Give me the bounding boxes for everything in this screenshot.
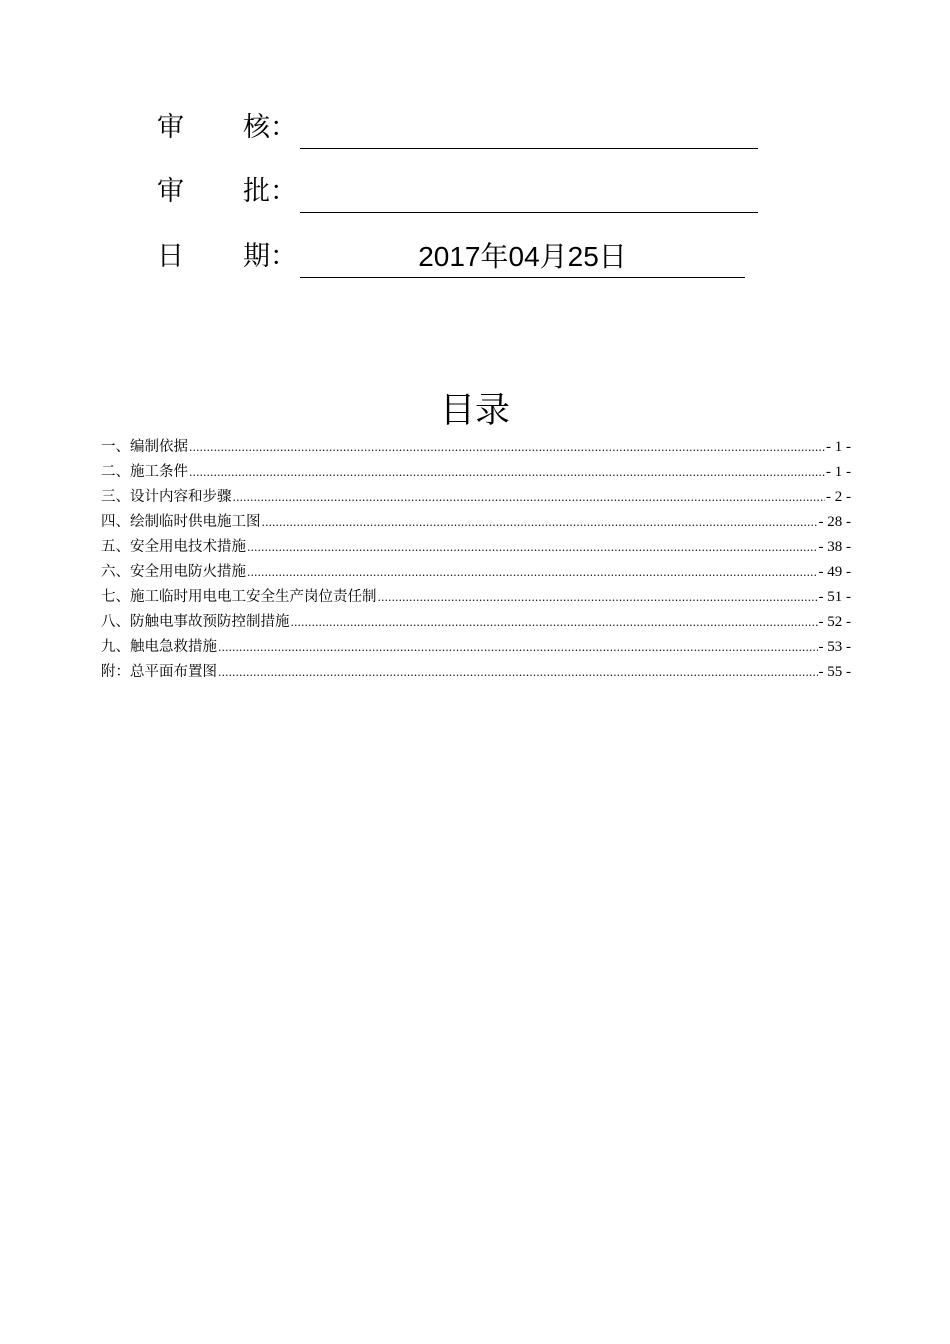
toc-item-page: - 28 - — [818, 514, 851, 530]
toc-item-page: - 1 - — [826, 439, 851, 455]
toc-leader-dots — [247, 535, 818, 560]
toc-item[interactable] — [101, 560, 851, 585]
toc-leader-dots — [291, 610, 818, 635]
toc-leader-dots — [247, 560, 818, 585]
toc-item-label: 三、设计内容和步骤 — [101, 489, 232, 505]
review-label-char-1: 审 — [157, 112, 184, 143]
toc-item-label: 六、安全用电防火措施 — [101, 564, 246, 580]
toc-item-label: 七、施工临时用电电工安全生产岗位责任制 — [101, 589, 377, 605]
toc-item-label: 四、绘制临时供电施工图 — [101, 514, 261, 530]
toc-item-page: - 53 - — [818, 639, 851, 655]
toc-item[interactable] — [101, 510, 851, 535]
toc-leader-dots — [233, 485, 826, 510]
toc-item[interactable] — [101, 660, 851, 685]
toc-item[interactable] — [101, 535, 851, 560]
toc-item[interactable] — [101, 435, 851, 460]
toc-item[interactable] — [101, 610, 851, 635]
toc-leader-dots — [378, 585, 818, 610]
toc-leader-dots — [189, 435, 825, 460]
toc-item-page: - 38 - — [818, 539, 851, 555]
toc-item-label: 九、触电急救措施 — [101, 639, 217, 655]
toc-item-label: 附：总平面布置图 — [101, 664, 217, 680]
toc-item-page: - 52 - — [818, 614, 851, 630]
review-signature-line[interactable] — [300, 108, 758, 149]
approve-label-char-2: 批： — [243, 176, 297, 207]
date-label-char-2: 期： — [243, 241, 297, 272]
toc-item-page: - 55 - — [818, 664, 851, 680]
review-row — [157, 108, 767, 152]
date-row — [157, 237, 767, 281]
toc-list — [101, 435, 851, 685]
review-label-char-2: 核： — [243, 112, 297, 143]
toc-item-label: 八、防触电事故预防控制措施 — [101, 614, 290, 630]
toc-leader-dots — [262, 510, 818, 535]
toc-leader-dots — [218, 635, 818, 660]
review-label — [157, 108, 307, 148]
toc-item[interactable] — [101, 460, 851, 485]
toc-title: 目录 — [439, 391, 510, 431]
toc-item-page: - 49 - — [818, 564, 851, 580]
toc-item-page: - 1 - — [826, 464, 851, 480]
toc-item-label: 五、安全用电技术措施 — [101, 539, 246, 555]
toc-leader-dots — [218, 660, 818, 685]
toc-leader-dots — [189, 460, 825, 485]
toc-item[interactable] — [101, 585, 851, 610]
toc-item[interactable] — [101, 635, 851, 660]
toc-item-label: 二、施工条件 — [101, 464, 188, 480]
date-label-char-1: 日 — [157, 241, 184, 272]
approve-signature-line[interactable] — [300, 172, 758, 213]
toc-item[interactable] — [101, 485, 851, 510]
toc-item-label: 一、编制依据 — [101, 439, 188, 455]
toc-item-page: - 51 - — [818, 589, 851, 605]
date-value: 2017年04月25日 — [300, 237, 745, 278]
approve-label — [157, 172, 307, 212]
approve-row — [157, 172, 767, 216]
approve-label-char-1: 审 — [157, 176, 184, 207]
toc-item-page: - 2 - — [826, 489, 851, 505]
date-label — [157, 237, 307, 277]
